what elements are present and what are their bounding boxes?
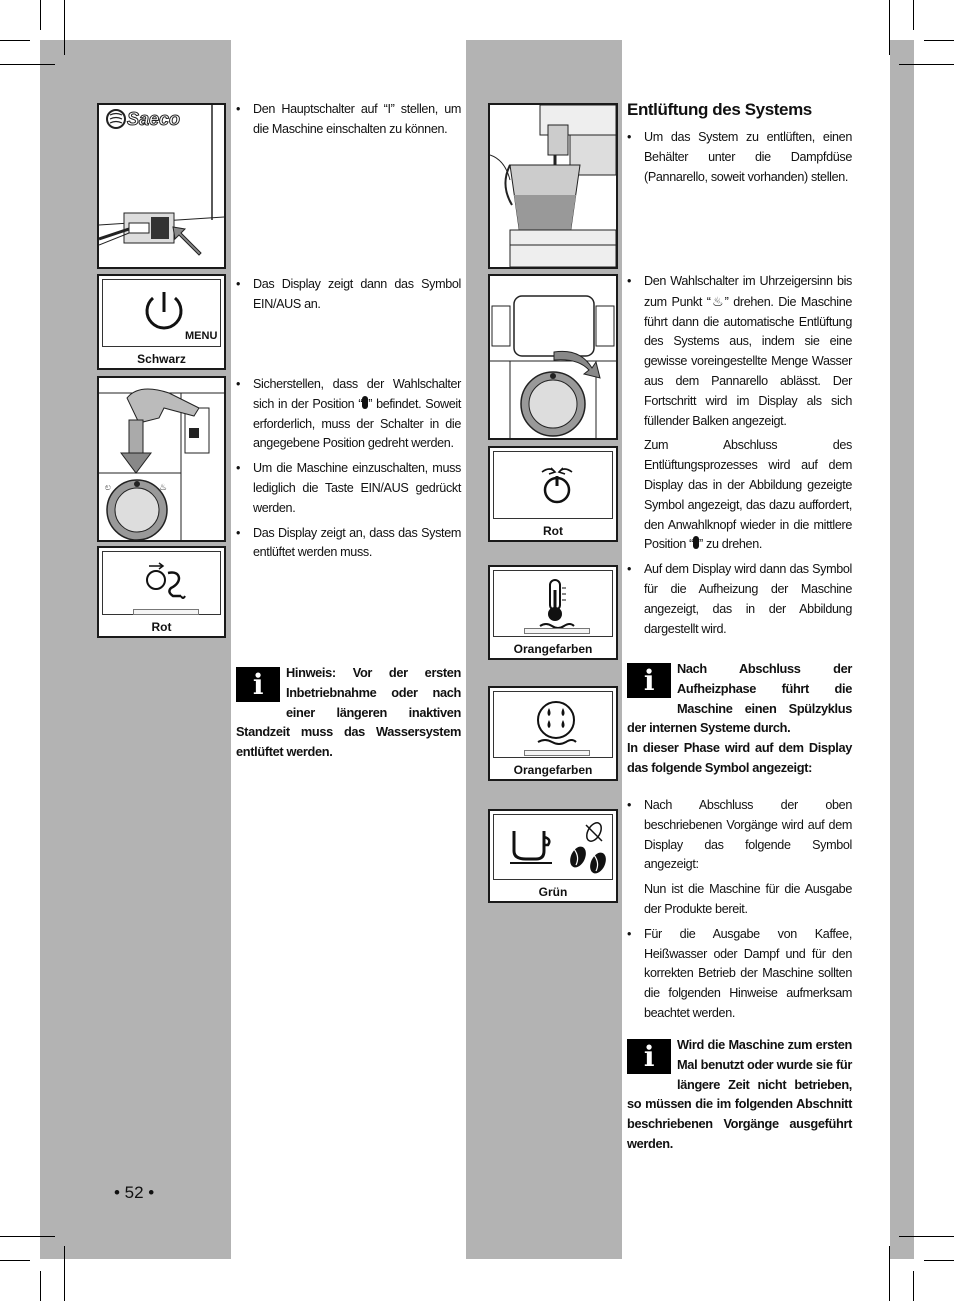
figure-selector-clockwise xyxy=(488,274,618,440)
step-selector-position xyxy=(236,375,461,454)
svg-text:Saeco: Saeco xyxy=(127,109,181,129)
crop-mark xyxy=(0,1236,55,1237)
crop-mark xyxy=(913,0,914,30)
note-text: In dieser Phase wird auf dem Display das folgende Symbol angezeigt: xyxy=(627,740,852,775)
step-heating-symbol: • Auf dem Display wird dann das Symbol für die Aufheizung der Maschine angezeigt, das in der Abbildung dargestellt wird. xyxy=(627,560,852,639)
selector-knob-illustration xyxy=(99,378,224,540)
step-text: ” befindet. Soweit erforderlich, muss der Schalter in die angegebene Position gedreht werden. xyxy=(253,396,461,451)
figure-caption: Rot xyxy=(151,620,172,634)
crop-mark xyxy=(924,1260,954,1261)
crop-mark xyxy=(889,1246,890,1301)
display-menu-label: MENU xyxy=(185,330,218,342)
steam-container-illustration xyxy=(490,105,616,267)
right-text-column xyxy=(627,128,852,187)
crop-mark xyxy=(913,1271,914,1301)
turn-knob-back-icon xyxy=(532,462,582,512)
left-info-note xyxy=(236,663,461,762)
step-follow-instructions: • Für die Ausgabe von Kaffee, Heißwasser oder Dampf und für den korrekten Betrieb der Maschine sollten die folgenden Hinweise aufmerksam beachtet werden. xyxy=(627,925,852,1024)
selector-turn-illustration xyxy=(490,276,616,438)
step-text: Den Wahlschalter im Uhrzeigersinn bis zum Punkt “ xyxy=(644,274,852,309)
step-text: ” zu drehen. xyxy=(699,537,763,552)
svg-text:♨: ♨ xyxy=(159,482,168,492)
crop-mark xyxy=(899,1236,954,1237)
step-ready-symbol: • Nach Abschluss der oben beschriebenen Vorgänge wird auf dem Display das folgende Symbol angezeigt: xyxy=(627,796,852,875)
crop-mark xyxy=(40,1271,41,1301)
progress-bar-empty xyxy=(133,609,199,615)
saeco-logo-icon xyxy=(105,108,205,130)
crop-mark xyxy=(64,0,65,55)
cup-ready-icon xyxy=(508,827,554,867)
crop-mark xyxy=(924,40,954,41)
step-text: Sicherstellen, dass der Wahlschalter sich in der Position “ xyxy=(253,377,461,411)
info-icon: i xyxy=(627,663,671,698)
figure-display-black xyxy=(97,274,226,370)
venting-required-icon xyxy=(143,556,203,606)
crop-mark xyxy=(40,0,41,30)
figure-display-heating xyxy=(488,565,618,660)
info-icon: i xyxy=(236,667,280,702)
svg-text:ಲ: ಲ xyxy=(105,482,111,492)
figure-display-rinsing xyxy=(488,686,618,781)
figure-display-red-left xyxy=(97,546,226,638)
figure-caption: Rot xyxy=(543,524,563,538)
crop-mark xyxy=(0,1260,30,1261)
step-ready-text: Nun ist die Maschine für die Ausgabe der Produkte bereit. xyxy=(644,882,852,916)
crop-mark xyxy=(0,40,30,41)
figure-caption: Grün xyxy=(538,885,568,899)
crop-mark xyxy=(899,64,954,65)
step-press-power: • Um die Maschine einzuschalten, muss lediglich die Taste EIN/AUS gedrückt werden. xyxy=(236,459,461,518)
step-place-container: • Um das System zu entlüften, einen Behälter unter die Dampfdüse (Pannarello, soweit vorhanden) stellen. xyxy=(627,128,852,187)
note-text: Hinweis: Vor der ersten Inbetriebnahme oder nach einer längeren inaktiven Standzeit muss das Wassersystem entlüftet werden. xyxy=(236,665,461,760)
figure-display-ready xyxy=(488,809,618,903)
steam-symbol-icon: ♨ xyxy=(711,293,724,309)
heating-thermometer-icon xyxy=(536,574,576,634)
figure-main-switch xyxy=(97,103,226,269)
left-text-column xyxy=(236,275,461,315)
figure-caption: Orangefarben xyxy=(513,642,593,656)
step-main-switch: • Den Hauptschalter auf “I” stellen, um die Maschine einschalten zu können. xyxy=(236,100,461,140)
figure-selector-knob xyxy=(97,376,226,542)
step-display-on-off: • Das Display zeigt dann das Symbol EIN/AUS an. xyxy=(236,275,461,315)
figure-container-steam xyxy=(488,103,618,269)
step-text: ” drehen. Die Maschine führt dann die automatische Entlüftung des Systems aus, indem sie eine gewisse voreingestellte Menge Wasser aus dem Pannarello ablässt. Der Fortschritt wird im Display als sich füllender Balken angezeigt. xyxy=(644,294,853,428)
step-finish-venting xyxy=(627,436,852,555)
figure-display-red-right xyxy=(488,446,618,542)
section-title: Entlüftung des Systems xyxy=(627,100,812,119)
right-info-note-first-use xyxy=(627,1035,852,1154)
note-text: Wird die Maschine zum ersten Mal benutzt oder wurde sie für längere Zeit nicht betrieben, so müssen die im folgenden Abschnitt beschriebenen Vorgänge ausgeführt werden. xyxy=(627,1037,852,1151)
right-text-column xyxy=(627,796,852,1024)
step-text: Zum Abschluss des Entlüftungsprozesses wird auf dem Display das in der Abbildung gezeigte Symbol angezeigt, das dazu auffordert, den Anwahlknopf wieder in die mittlere Position “ xyxy=(644,438,852,552)
coffee-beans-icon xyxy=(564,819,614,875)
right-grey-band xyxy=(890,40,914,1259)
progress-bar-empty xyxy=(524,628,590,634)
right-text-column xyxy=(627,272,852,639)
figure-caption: Orangefarben xyxy=(513,763,593,777)
right-info-note-rinsing xyxy=(627,659,852,778)
step-venting-needed: • Das Display zeigt an, dass das System entlüftet werden muss. xyxy=(236,524,461,564)
crop-mark xyxy=(0,64,55,65)
note-text: Nach Abschluss der Aufheizphase führt die Maschine einen Spülzyklus der internen Systeme durch. xyxy=(627,661,852,736)
page-number: • 52 • xyxy=(114,1183,155,1202)
figure-caption: Schwarz xyxy=(137,352,186,366)
info-icon: i xyxy=(627,1039,671,1074)
left-text-column xyxy=(236,375,461,563)
step-turn-selector xyxy=(627,272,852,431)
crop-mark xyxy=(64,1246,65,1301)
rinsing-drops-icon xyxy=(534,698,578,750)
progress-bar-empty xyxy=(524,750,590,756)
crop-mark xyxy=(889,0,890,55)
left-text-column xyxy=(236,100,461,140)
